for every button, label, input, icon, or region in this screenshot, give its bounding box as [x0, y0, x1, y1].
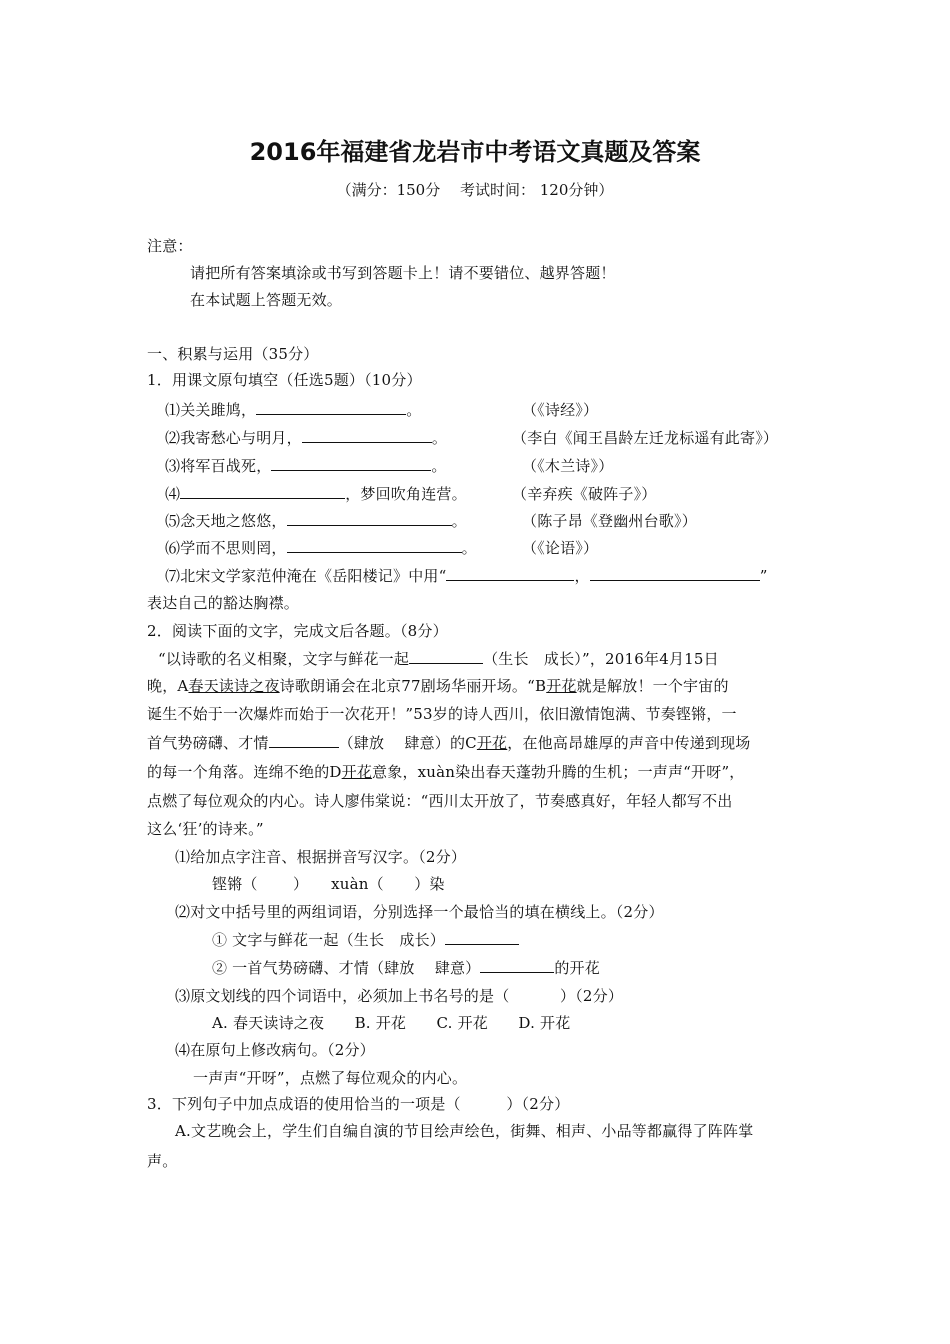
q1-item-1 — [165, 400, 421, 420]
passage-text: （生长 成长）”，2016年4月15日 — [483, 650, 719, 668]
subquestion-2-b — [212, 958, 600, 978]
q1-item-6-source: （《论语》） — [522, 539, 599, 557]
q1-item-4-end: ，梦回吹角连营。 — [345, 485, 467, 503]
q1-item-3-text: ⑶将军百战死， — [165, 457, 272, 475]
question-3-stem: 3．下列句子中加点成语的使用恰当的一项是（ ）（2分） — [147, 1095, 570, 1113]
passage-text: 意象，xuàn染出春天蓬勃升腾的生机；一声声“开呀”， — [372, 763, 745, 781]
passage-line-4 — [147, 733, 750, 753]
q1-item-5 — [165, 511, 467, 531]
underlined-term-b: 开花 — [546, 677, 577, 695]
subquestion-3: ⑶原文划线的四个词语中，必须加上书名号的是（ ）（2分） — [175, 987, 624, 1005]
q1-item-2 — [165, 428, 447, 448]
subquestion-2-a — [212, 930, 519, 950]
subquestion-4: ⑷在原句上修改病句。（2分） — [175, 1041, 375, 1059]
answer-blank[interactable] — [590, 566, 760, 581]
q1-item-4-text: ⑷ — [165, 485, 181, 503]
q1-item-4 — [165, 484, 467, 504]
passage-text: 首气势磅礴、才情 — [147, 734, 269, 752]
q1-item-1-text: ⑴关关雎鸠， — [165, 401, 257, 419]
notice-line-2: 在本试题上答题无效。 — [190, 291, 343, 309]
subquestion-1-answer: 铿锵（ ） xuàn（ ）染 — [212, 875, 445, 893]
q1-item-2-text: ⑵我寄愁心与明月， — [165, 429, 302, 447]
q1-item-7-end: ” — [759, 567, 768, 585]
q1-item-7-text: ⑺北宋文学家范仲淹在《岳阳楼记》中用“ — [165, 567, 447, 585]
q1-item-5-end: 。 — [451, 512, 467, 530]
passage-line-5 — [147, 762, 745, 782]
q1-item-6 — [165, 538, 477, 558]
q1-item-7-continued: 表达自己的豁达胸襟。 — [147, 594, 300, 612]
exam-info: （满分：150分 考试时间： 120分钟） — [336, 181, 614, 199]
q1-item-6-text: ⑹学而不思则罔， — [165, 539, 287, 557]
q1-item-2-end: 。 — [431, 429, 448, 447]
question-1-stem: 1．用课文原句填空（任选5题）（10分） — [147, 371, 422, 389]
subquestion-1: ⑴给加点字注音、根据拼音写汉字。（2分） — [175, 848, 467, 866]
q1-item-5-text: ⑸念天地之悠悠， — [165, 512, 287, 530]
question-2-stem: 2．阅读下面的文字，完成文后各题。（8分） — [147, 622, 448, 640]
notice-line-1: 请把所有答案填涂或书写到答题卡上！请不要错位、越界答题！ — [190, 264, 616, 282]
q1-item-3 — [165, 456, 447, 476]
underlined-term-c: 开花 — [476, 734, 508, 752]
passage-line-7: 这么‘狂’的诗来。” — [147, 820, 264, 838]
passage-text: 就是解放！一个宇宙的 — [576, 677, 729, 695]
notice-heading: 注意： — [147, 237, 193, 255]
passage-text: （肆放 肆意）的C — [338, 734, 477, 752]
passage-line-3: 诞生不始于一次爆炸而始于一次花开！”53岁的诗人西川，依旧激情饱满、节奏铿锵，一 — [147, 705, 737, 723]
passage-line-1 — [158, 649, 719, 669]
q1-item-1-end: 。 — [406, 401, 422, 419]
passage-text: 的每一个角落。连绵不绝的D — [147, 763, 342, 781]
passage-line-2 — [147, 676, 729, 696]
answer-blank[interactable] — [302, 428, 432, 443]
page-title: 2016年福建省龙岩市中考语文真题及答案 — [249, 138, 701, 166]
q1-item-4-source: （辛弃疾《破阵子》） — [512, 485, 657, 503]
section-heading: 一、积累与运用（35分） — [147, 345, 319, 363]
passage-text: 晚，A — [147, 677, 189, 695]
answer-blank[interactable] — [480, 958, 554, 973]
subquestion-2-b-end: 的开花 — [554, 959, 600, 977]
q1-item-5-source: （陈子昂《登幽州台歌》） — [522, 512, 697, 530]
q1-item-7 — [165, 566, 768, 586]
q3-option-a: A.文艺晚会上，学生们自编自演的节目绘声绘色，街舞、相声、小品等都赢得了阵阵掌 — [175, 1122, 754, 1140]
q1-item-3-end: 。 — [431, 457, 447, 475]
answer-blank[interactable] — [287, 511, 452, 526]
answer-blank[interactable] — [409, 649, 483, 664]
q3-option-a-continued: 声。 — [147, 1152, 178, 1170]
passage-text: ，在他高昂雄厚的声音中传递到现场 — [507, 734, 751, 752]
q1-item-3-source: （《木兰诗》） — [522, 457, 614, 475]
q1-item-6-end: 。 — [461, 539, 477, 557]
answer-blank[interactable] — [445, 930, 519, 945]
subquestion-4-sentence: 一声声“开呀”，点燃了每位观众的内心。 — [193, 1069, 468, 1087]
q1-item-2-source: （李白《闻王昌龄左迁龙标遥有此寄》） — [512, 429, 779, 447]
q1-item-1-source: （《诗经》） — [522, 401, 599, 419]
underlined-term-a: 春天读诗之夜 — [188, 677, 280, 695]
subquestion-3-options: A. 春天读诗之夜 B. 开花 C. 开花 D. 开花 — [212, 1014, 571, 1032]
answer-blank[interactable] — [271, 456, 431, 471]
subquestion-2-b-text: ② 一首气势磅礴、才情（肆放 肆意） — [212, 959, 481, 977]
answer-blank[interactable] — [180, 484, 345, 499]
subquestion-2-a-text: ① 文字与鲜花一起（生长 成长） — [212, 931, 445, 949]
answer-blank[interactable] — [256, 400, 406, 415]
answer-blank[interactable] — [269, 733, 339, 748]
subquestion-2: ⑵对文中括号里的两组词语，分别选择一个最恰当的填在横线上。（2分） — [175, 903, 664, 921]
passage-text: 诗歌朗诵会在北京77剧场华丽开场。“B — [279, 677, 547, 695]
passage-line-6: 点燃了每位观众的内心。诗人廖伟棠说：“西川太开放了，节奏感真好，年轻人都写不出 — [147, 792, 733, 810]
answer-blank[interactable] — [446, 566, 574, 581]
passage-text: “以诗歌的名义相聚，文字与鲜花一起 — [158, 650, 410, 668]
q1-item-7-comma: ， — [574, 567, 590, 585]
answer-blank[interactable] — [287, 538, 462, 553]
underlined-term-d: 开花 — [341, 763, 373, 781]
